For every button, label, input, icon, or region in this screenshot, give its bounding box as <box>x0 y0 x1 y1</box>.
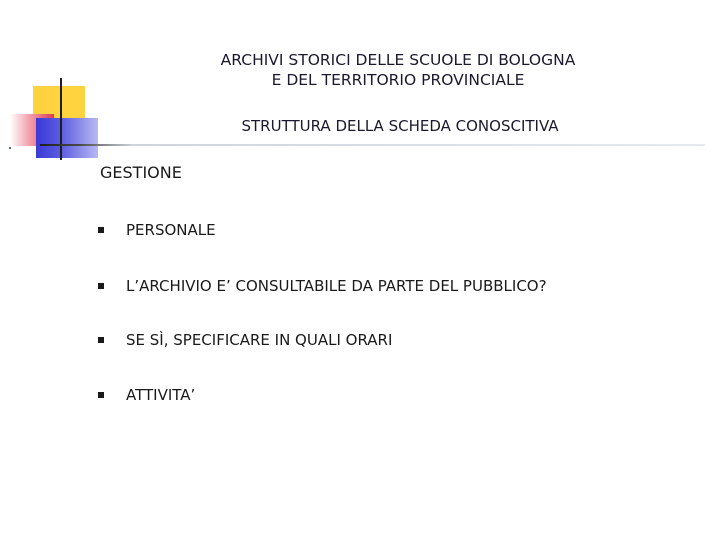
bullet-marker-icon <box>98 337 104 343</box>
bullet-item <box>98 386 195 404</box>
bullet-text: PERSONALE <box>126 221 216 239</box>
bullet-item <box>98 221 216 239</box>
header-divider-line <box>40 144 705 146</box>
bullet-marker-icon <box>98 392 104 398</box>
bullet-item <box>98 331 392 349</box>
bullet-marker-icon <box>98 227 104 233</box>
section-heading: GESTIONE <box>100 163 182 182</box>
slide-title-line1: ARCHIVI STORICI DELLE SCUOLE DI BOLOGNA <box>220 51 576 69</box>
bullet-text: SE SÌ, SPECIFICARE IN QUALI ORARI <box>126 331 393 349</box>
logo-dot <box>9 147 11 149</box>
slide-title-line2: E DEL TERRITORIO PROVINCIALE <box>271 71 525 89</box>
slide-title <box>0 50 720 90</box>
bullet-text: L’ARCHIVIO E’ CONSULTABILE DA PARTE DEL PUBBLICO? <box>126 277 547 295</box>
bullet-marker-icon <box>98 283 104 289</box>
bullet-item <box>98 277 547 295</box>
slide-subtitle: STRUTTURA DELLA SCHEDA CONOSCITIVA <box>241 117 559 135</box>
bullet-text: ATTIVITA’ <box>126 386 196 404</box>
